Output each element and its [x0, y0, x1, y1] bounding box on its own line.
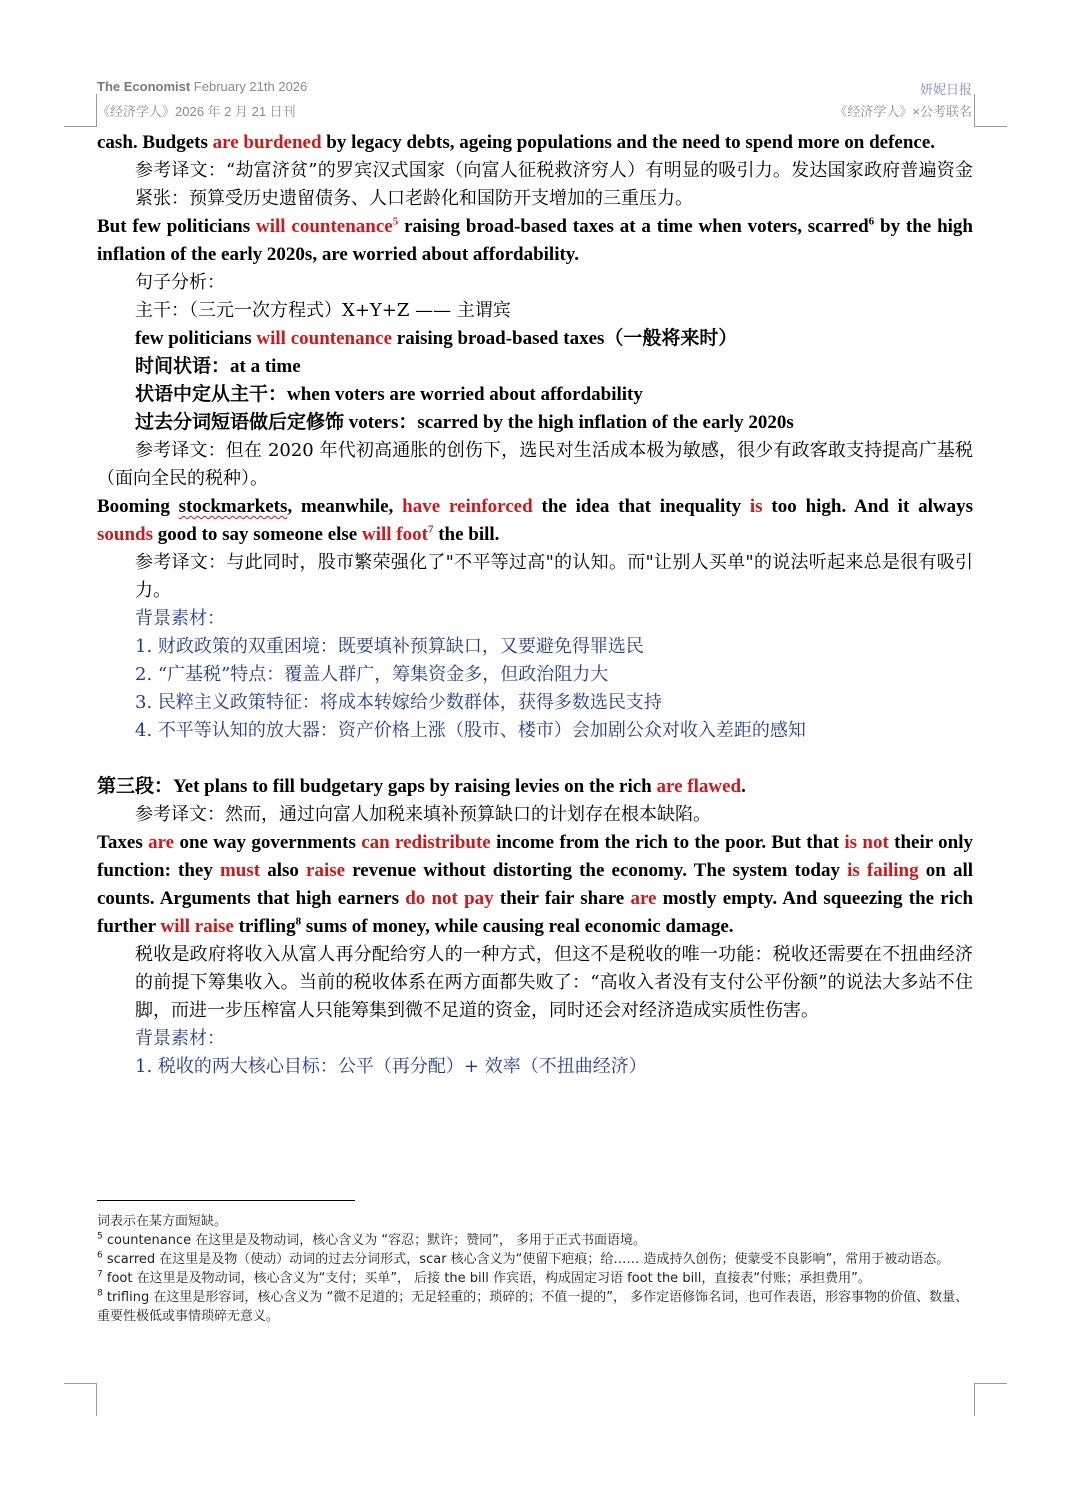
- translation-paragraph-3: 参考译文：与此同时，股市繁荣强化了"不平等过高"的认知。而"让别人买单"的说法听起来总是很有吸引力。: [135, 552, 973, 601]
- analysis-line-2: 时间状语：at a time: [135, 356, 301, 377]
- translation-paragraph-5: 税收是政府将收入从富人再分配给穷人的一种方式，但这不是税收的唯一功能：税收还需要在不扭曲经济的前提下筹集收入。当前的税收体系在两方面都失败了：“高收入者没有支付公平份额”的说法大多站不住脚，而进一步压榨富人只能筹集到微不足道的资金，同时还会对经济造成实质性伤害。: [135, 944, 973, 1021]
- header-date: February 21th 2026: [190, 79, 308, 94]
- translation-paragraph-1: 参考译文：“劫富济贫”的罗宾汉式国家（向富人征税救济穷人）有明显的吸引力。发达国家政府普遍资金紧张：预算受历史遗留债务、人口老龄化和国防开支增加的三重压力。: [135, 160, 973, 209]
- footnote-5: $^5$ countenance 在这里是及物动词，核心含义为 “容忍；默许；赞同”， 多用于正式书面语境。: [97, 1231, 646, 1248]
- translation-paragraph-2: 参考译文：但在 2020 年代初高通胀的创伤下，选民对生活成本极为敏感，很少有政客敢支持提高广基税（面向全民的税种）。: [97, 440, 973, 489]
- footnote-8: $^8$ trifling 在这里是形容词，核心含义为 “微不足道的；无足轻重的；琐碎的；不值一提的”， 多作定语修饰名词，也可作表语，形容事物的价值、数量、重要性极低或事情琐碎无意义。: [97, 1288, 969, 1324]
- header-right-line2: 《经济学人》×公考联名: [834, 104, 972, 119]
- background-title: 背景素材：: [135, 608, 225, 629]
- english-paragraph-1: cash. Budgets are burdened by legacy debts, ageing populations and the need to spend more on defence.: [97, 132, 936, 153]
- footnote-separator: [97, 1200, 355, 1201]
- footnotes: [97, 1212, 973, 1326]
- background-item: 2. “广基税”特点：覆盖人群广，筹集资金多，但政治阻力大: [135, 664, 609, 685]
- header-left-line2: 《经济学人》2026 年 2 月 21 日刊: [97, 104, 296, 119]
- english-paragraph-3: Booming stockmarkets, meanwhile, have reinforced the idea that inequality is too high. And it always sounds good to say someone else will foot$^7$ the bill.: [97, 496, 973, 545]
- footnote-6: $^6$ scarred 在这里是及物（使动）动词的过去分词形式，scar 核心含义为“使留下疤痕；给…… 造成持久创伤；使蒙受不良影响”，常用于被动语态。: [97, 1250, 950, 1267]
- header-left-line1: [97, 79, 307, 94]
- footnote-ref-5[interactable]: 5: [392, 215, 399, 228]
- crop-mark-bottom-right: [974, 1383, 1007, 1416]
- paragraph-gap: [97, 745, 973, 773]
- crop-mark-top-right: [974, 94, 1007, 127]
- english-paragraph-2: But few politicians will countenance$^5$ raising broad-based taxes at a time when voters, scarred$^6$ by the high inflation of the early 2020s, are worried about affordability.: [97, 215, 974, 265]
- background-item: 4. 不平等认知的放大器：资产价格上涨（股市、楼市）会加剧公众对收入差距的感知: [135, 720, 806, 741]
- footnote-ref-6[interactable]: 6: [868, 215, 875, 228]
- footnote-continuation: 词表示在某方面短缺。: [97, 1214, 228, 1229]
- footnote-ref-8[interactable]: 8: [295, 915, 302, 928]
- background-item: 1. 财政政策的双重困境：既要填补预算缺口，又要避免得罪选民: [135, 636, 644, 657]
- english-paragraph-5: Taxes are one way governments can redistribute income from the rich to the poor. But that is not their only function: they must also raise revenue without distorting the economy. The system today is failing on all counts. Arguments that high earners do not pay their fair share are mostly empty. And squeezing the rich further will raise trifling$^8$ sums of money, while causing real economic damage.: [97, 832, 974, 937]
- analysis-line-1: few politicians will countenance raising broad-based taxes（一般将来时）: [135, 328, 738, 349]
- page-content: [97, 129, 973, 1081]
- crop-mark-top-left: [64, 94, 97, 127]
- analysis-line-4: 过去分词短语做后定修饰 voters：scarred by the high inflation of the early 2020s: [135, 412, 794, 433]
- background-item: 1. 税收的两大核心目标：公平（再分配）+ 效率（不扭曲经济）: [135, 1056, 647, 1077]
- english-paragraph-4: 第三段：Yet plans to fill budgetary gaps by raising levies on the rich are flawed.: [97, 776, 746, 797]
- background-title: 背景素材：: [135, 1028, 225, 1049]
- sentence-trunk: 主干：（三元一次方程式）X+Y+Z —— 主谓宾: [135, 300, 511, 321]
- background-item: 3. 民粹主义政策特征：将成本转嫁给少数群体，获得多数选民支持: [135, 692, 662, 713]
- section-label: 第三段：: [97, 776, 174, 797]
- crop-mark-bottom-left: [64, 1383, 97, 1416]
- footnote-7: $^7$ foot 在这里是及物动词，核心含义为“支付；买单”， 后接 the bill 作宾语，构成固定习语 foot the bill，直接表“付账；承担费用”。: [97, 1269, 871, 1286]
- sentence-analysis-title: 句子分析：: [135, 272, 225, 293]
- header-right-line1: 妍妮日报: [919, 82, 972, 97]
- analysis-line-3: 状语中定从主干：when voters are worried about affordability: [135, 384, 643, 405]
- footnote-ref-7[interactable]: 7: [427, 523, 434, 536]
- header-brand: The Economist: [97, 79, 191, 94]
- translation-paragraph-4: 参考译文：然而，通过向富人加税来填补预算缺口的计划存在根本缺陷。: [135, 804, 711, 825]
